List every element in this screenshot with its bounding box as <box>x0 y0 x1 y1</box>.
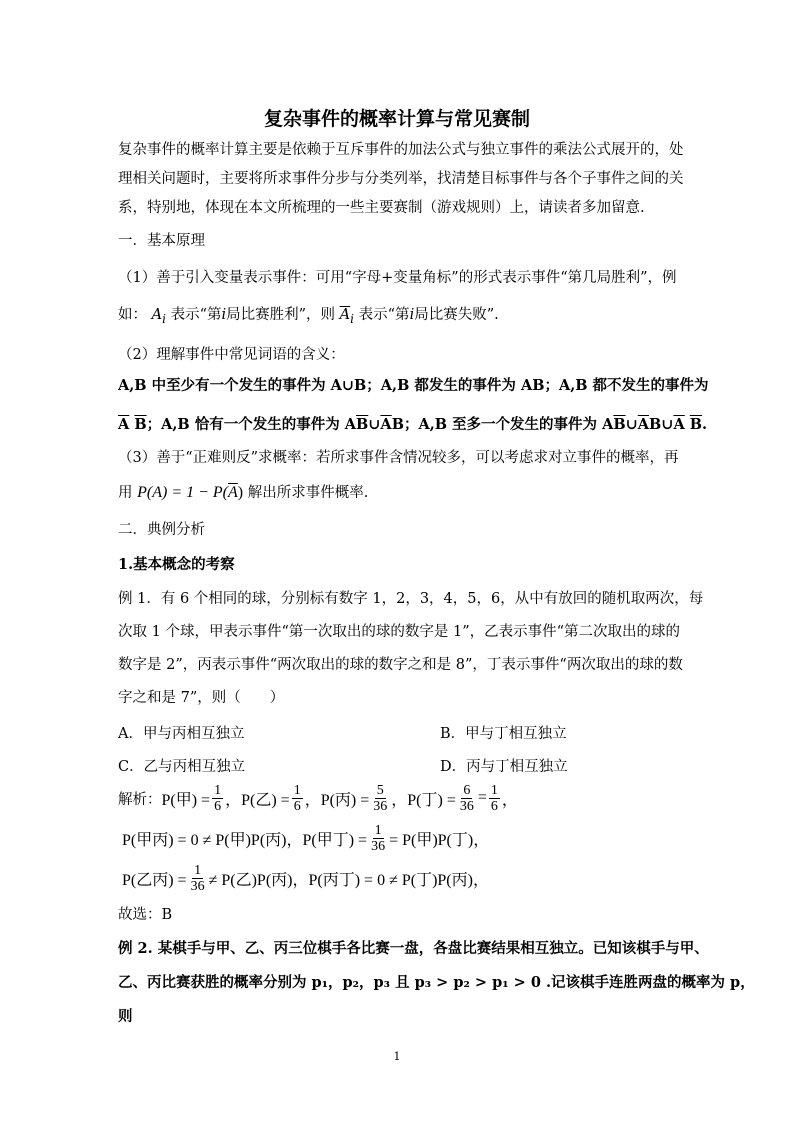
principle-1-line-b <box>118 306 499 328</box>
numerator: 1 <box>214 782 222 798</box>
symbol: $\overline{A}$ <box>228 484 238 501</box>
event-a-complement <box>339 307 355 326</box>
fraction <box>369 823 387 854</box>
solution-label: 解析： <box>118 791 162 808</box>
complement-formula: P(A) = 1 − P( <box>137 484 229 501</box>
text: 局比赛胜利”，则 <box>226 307 336 323</box>
text: ；A,B 恰有一个发生的事件为 A <box>146 416 356 433</box>
variable-i: i <box>221 307 227 323</box>
subscript: i <box>350 311 355 326</box>
solution-line-2 <box>122 818 489 858</box>
option-a: A．甲与丙相互独立 <box>118 726 245 742</box>
math-text: = P(甲)P(丁)， <box>389 831 490 849</box>
math-text: ，P(丁) = <box>391 791 456 809</box>
page-title: 复杂事件的概率计算与常见赛制 <box>263 108 530 130</box>
symbol: $\overline{A}$ <box>380 416 392 433</box>
symbol: $\overline{A}$ <box>673 416 685 433</box>
symbol: $\overline{A}$ <box>118 416 130 433</box>
event-a <box>151 307 166 326</box>
math-text: ， <box>501 791 518 809</box>
example-1-line-4: 字之和是 7”，则（ ） <box>118 690 285 706</box>
denominator: 6 <box>214 798 222 814</box>
principle-2-line-b <box>118 416 707 434</box>
principle-3-line-a: （3）善于“正难则反”求概率：若所求事件含情况较多，可以考虑求对立事件的概率，再 <box>118 450 679 466</box>
example-2-line-3: 则 <box>118 1008 133 1025</box>
math-text: P(乙丙) = <box>122 871 187 889</box>
symbol: A <box>151 307 163 323</box>
numerator: 6 <box>463 782 471 798</box>
variable-i: i <box>409 307 415 323</box>
denominator: 36 <box>459 798 474 814</box>
text: B∪ <box>649 416 674 433</box>
numerator: 1 <box>293 782 301 798</box>
symbol: $\overline{A}$ <box>637 416 650 433</box>
symbol: ) <box>237 484 244 501</box>
option-b: B．甲与丁相互独立 <box>440 726 567 742</box>
numerator: 1 <box>194 862 202 878</box>
symbol: $\overline{B}$ <box>613 416 626 433</box>
math-text: ，P(乙) = <box>225 791 290 809</box>
principle-2: （2）理解事件中常见词语的含义： <box>118 347 345 363</box>
symbol: $\overline{B}$ <box>356 416 369 433</box>
text: . <box>702 416 708 433</box>
page-number: 1 <box>393 1050 401 1063</box>
math-text: ≠ P(乙)P(丙)，P(丙丁) = 0 ≠ P(丁)P(丙)， <box>208 871 489 889</box>
principle-2-line-a: A,B 中至少有一个发生的事件为 A∪B；A,B 都发生的事件为 AB；A,B 都不发生的事件为 <box>118 377 709 394</box>
principle-3-line-b <box>118 484 368 502</box>
fraction <box>212 783 223 814</box>
intro-line-3: 系，特别地，体现在本文所梳理的一些主要赛制（游戏规则）上，请读者多加留意. <box>118 200 645 216</box>
text: 如： <box>118 307 147 323</box>
numerator: 1 <box>374 822 382 838</box>
intro-line-2: 理相关问题时，主要将所求事件分步与分类列举，找清楚目标事件与各个子事件之间的关 <box>118 171 684 187</box>
numerator: 1 <box>490 782 498 798</box>
example-1-line-2: 次取 1 个球，甲表示事件“第一次取出的球的数字是 1”，乙表示事件“第二次取出的球的 <box>118 624 681 640</box>
text: ∪ <box>368 416 381 433</box>
text: B；A,B 至多一个发生的事件为 A <box>391 416 614 433</box>
denominator: 36 <box>190 878 205 894</box>
principle-1-line-a: （1）善于引入变量表示事件：可用“字母+变量角标”的形式表示事件“第几局胜利”，例 <box>118 270 677 286</box>
math-text: = <box>477 789 487 806</box>
symbol: $\overline{B}$ <box>689 416 703 433</box>
section-heading-examples: 二．典例分析 <box>118 522 205 538</box>
fraction <box>458 783 476 814</box>
text: ∪ <box>625 416 638 433</box>
denominator: 36 <box>371 838 386 854</box>
denominator: 6 <box>490 798 498 814</box>
answer: 故选：B <box>118 907 173 923</box>
text: 表示“第 <box>170 307 222 323</box>
fraction <box>189 863 207 894</box>
subsection-heading: 1.基本概念的考察 <box>118 556 235 573</box>
math-text: P(甲丙) = 0 ≠ P(甲)P(丙)，P(甲丁) = <box>122 831 368 849</box>
numerator: 5 <box>376 782 384 798</box>
math-text: ，P(丙) = <box>304 791 370 809</box>
option-c: C．乙与丙相互独立 <box>118 759 246 775</box>
fraction <box>489 783 500 814</box>
denominator: 36 <box>373 798 388 814</box>
section-heading-basics: 一．基本原理 <box>118 233 205 249</box>
intro-line-1: 复杂事件的概率计算主要是依赖于互斥事件的加法公式与独立事件的乘法公式展开的，处 <box>118 142 684 158</box>
math-text: P(甲) = <box>161 791 211 809</box>
fraction <box>292 783 303 814</box>
example-2-line-2: 乙、丙比赛获胜的概率分别为 p₁，p₂，p₃ 且 p₃ > p₂ > p₁ > 0 .记该棋手连胜两盘的概率为 p， <box>118 974 755 991</box>
text: 用 <box>118 485 133 501</box>
option-d: D．丙与丁相互独立 <box>440 759 568 775</box>
example-1-line-3: 数字是 2”，丙表示事件“两次取出的球的数字之和是 8”，丁表示事件“两次取出的球的数 <box>118 657 683 673</box>
symbol: $\overline{B}$ <box>134 416 147 433</box>
solution-line-1 <box>118 778 518 818</box>
example-2-line-1: 例 2. 某棋手与甲、乙、丙三位棋手各比赛一盘，各盘比赛结果相互独立。已知该棋手与甲、 <box>118 940 709 957</box>
solution-line-3 <box>122 858 489 898</box>
text: 局比赛失败”. <box>414 307 499 323</box>
text: 解出所求事件概率. <box>247 485 369 501</box>
denominator: 6 <box>293 798 301 814</box>
example-1-line-1: 例 1．有 6 个相同的球，分别标有数字 1，2，3，4，5，6，从中有放回的随机取两次，每 <box>118 591 704 607</box>
fraction <box>371 783 389 814</box>
text: 表示“第 <box>358 307 410 323</box>
subscript: i <box>162 311 166 326</box>
symbol: $\overline{A}$ <box>339 307 351 323</box>
